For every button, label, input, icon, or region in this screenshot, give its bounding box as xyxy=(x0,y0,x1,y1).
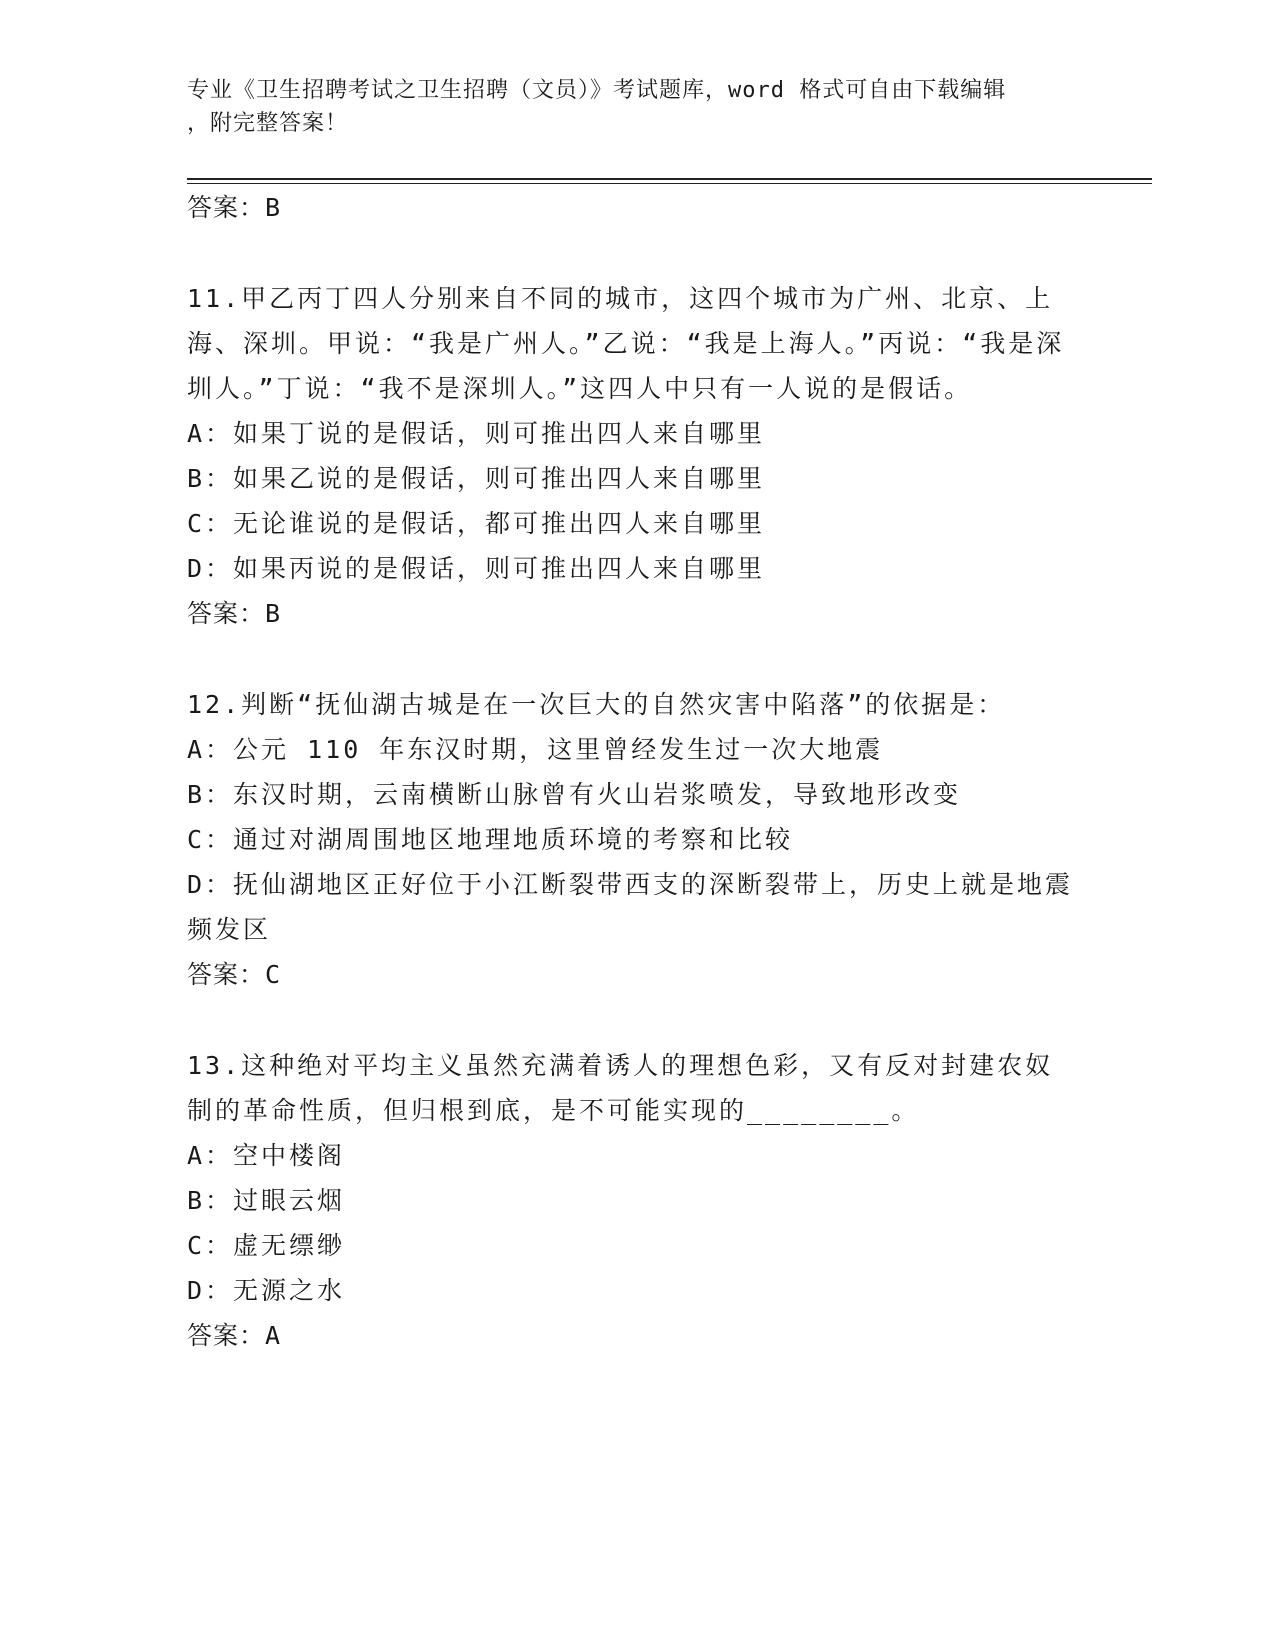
option-a: A：公元 110 年东汉时期，这里曾经发生过一次大地震 xyxy=(187,735,884,764)
question-13 xyxy=(187,1043,1077,1358)
answer: 答案：C xyxy=(187,960,282,989)
option-a: A：如果丁说的是假话，则可推出四人来自哪里 xyxy=(187,419,766,448)
question-12 xyxy=(187,682,1077,997)
document-header xyxy=(187,74,1087,140)
header-divider-thick xyxy=(187,178,1152,180)
option-b: B：过眼云烟 xyxy=(187,1186,346,1215)
option-d: D：无源之水 xyxy=(187,1276,346,1305)
question-stem: 13.这种绝对平均主义虽然充满着诱人的理想色彩，又有反对封建农奴制的革命性质，但归根到底，是不可能实现的________。 xyxy=(187,1051,1054,1125)
option-c: C：无论谁说的是假话，都可推出四人来自哪里 xyxy=(187,509,766,538)
header-line-1: 专业《卫生招聘考试之卫生招聘（文员）》考试题库，word 格式可自由下载编辑 xyxy=(187,78,1007,103)
option-b: B：如果乙说的是假话，则可推出四人来自哪里 xyxy=(187,464,766,493)
header-line-2: ，附完整答案！ xyxy=(187,111,349,136)
option-c: C：通过对湖周围地区地理地质环境的考察和比较 xyxy=(187,825,794,854)
question-stem: 12.判断“抚仙湖古城是在一次巨大的自然灾害中陷落”的依据是： xyxy=(187,690,1006,719)
previous-answer: 答案：B xyxy=(187,193,282,222)
option-d: D：抚仙湖地区正好位于小江断裂带西支的深断裂带上，历史上就是地震频发区 xyxy=(187,870,1074,944)
answer: 答案：A xyxy=(187,1321,282,1350)
header-divider-thin xyxy=(187,183,1152,184)
option-c: C：虚无缥缈 xyxy=(187,1231,346,1260)
document-body xyxy=(187,185,1087,1358)
question-11 xyxy=(187,276,1077,636)
option-a: A：空中楼阁 xyxy=(187,1141,346,1170)
question-stem: 11.甲乙丙丁四人分别来自不同的城市，这四个城市为广州、北京、上海、深圳。甲说：“我是广州人。”乙说：“我是上海人。”丙说：“我是深圳人。”丁说：“我不是深圳人。”这四人中只有一人说的是假话。 xyxy=(187,284,1065,403)
option-b: B：东汉时期，云南横断山脉曾有火山岩浆喷发，导致地形改变 xyxy=(187,780,962,809)
answer: 答案：B xyxy=(187,599,282,628)
option-d: D：如果丙说的是假话，则可推出四人来自哪里 xyxy=(187,554,766,583)
